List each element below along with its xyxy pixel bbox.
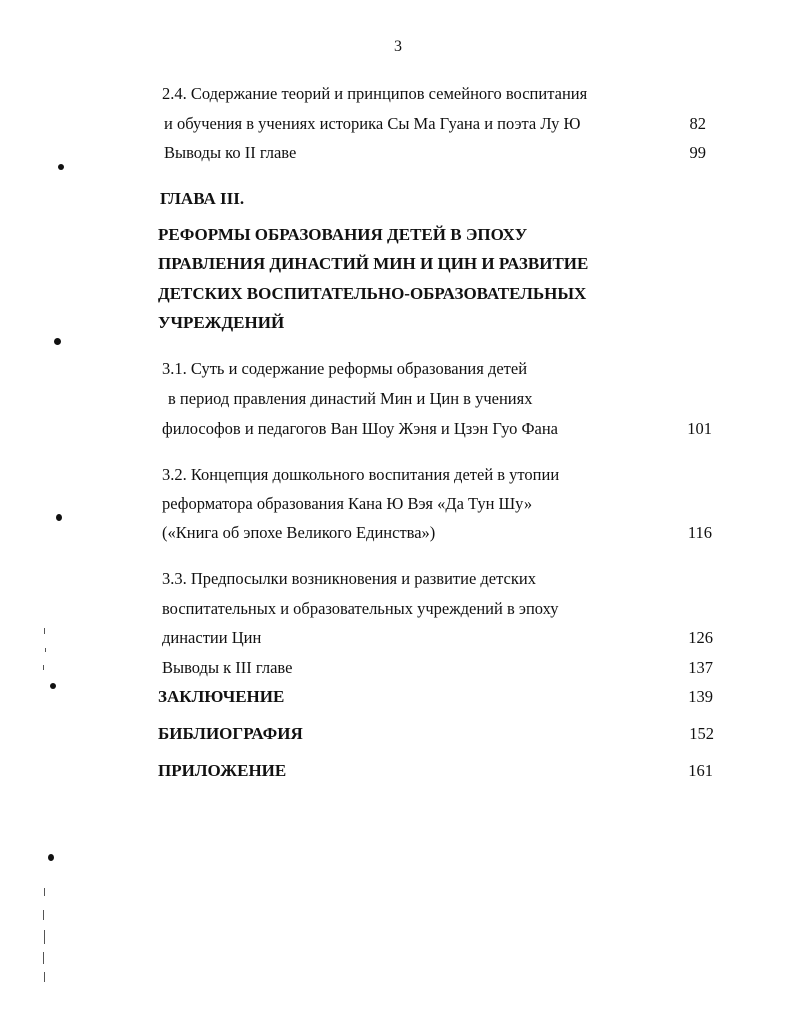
toc-entry-3-2-page: 116 — [687, 523, 712, 542]
toc-conclusion-page: 139 — [688, 687, 713, 706]
toc-appendix-label: ПРИЛОЖЕНИЕ — [158, 761, 287, 780]
scan-speck — [43, 665, 44, 670]
toc-entry-3-1-page: 101 — [687, 419, 712, 438]
chapter-3-title-line1: РЕФОРМЫ ОБРАЗОВАНИЯ ДЕТЕЙ В ЭПОХУ — [158, 225, 528, 244]
scan-speck — [44, 930, 45, 944]
scan-speck — [43, 952, 44, 964]
toc-entry-3-2-line3: («Книга об эпохе Великого Единства») — [162, 523, 436, 542]
scan-mark — [54, 338, 61, 345]
toc-entry-2-4-line1: 2.4. Содержание теорий и принципов семейного воспитания — [162, 84, 588, 103]
page-number: 3 — [394, 38, 402, 55]
toc-conclusion-label: ЗАКЛЮЧЕНИЕ — [158, 687, 285, 706]
toc-conclusions-3-page: 137 — [688, 658, 713, 677]
scan-speck — [44, 888, 45, 896]
toc-bibliography-page: 152 — [689, 724, 714, 743]
chapter-3-title-line2: ПРАВЛЕНИЯ ДИНАСТИЙ МИН И ЦИН И РАЗВИТИЕ — [158, 254, 589, 273]
scan-mark — [56, 514, 62, 521]
toc-conclusions-3-label: Выводы к III главе — [162, 658, 293, 677]
scan-speck — [43, 910, 44, 920]
toc-entry-3-3-page: 126 — [688, 628, 713, 647]
chapter-3-title-line3: ДЕТСКИХ ВОСПИТАТЕЛЬНО-ОБРАЗОВАТЕЛЬНЫХ — [158, 284, 587, 303]
toc-appendix-page: 161 — [688, 761, 713, 780]
toc-entry-3-3-line3: династии Цин — [162, 628, 262, 647]
toc-entry-3-3-line2: воспитательных и образовательных учреждений в эпоху — [162, 599, 559, 618]
scan-mark — [50, 683, 56, 689]
toc-entry-3-1-line3: философов и педагогов Ван Шоу Жэня и Цзэн Гуо Фана — [162, 419, 558, 438]
toc-conclusions-2-page: 99 — [689, 143, 706, 162]
toc-entry-3-3-line1: 3.3. Предпосылки возникновения и развитие детских — [162, 569, 536, 588]
scan-speck — [45, 648, 46, 652]
scan-mark — [48, 854, 54, 861]
toc-entry-3-1-line1: 3.1. Суть и содержание реформы образования детей — [162, 359, 528, 378]
toc-entry-3-2-line2: реформатора образования Кана Ю Вэя «Да Тун Шу» — [162, 494, 533, 513]
toc-entry-3-1-line2: в период правления династий Мин и Цин в учениях — [168, 389, 533, 408]
chapter-3-title-line4: УЧРЕЖДЕНИЙ — [158, 313, 285, 332]
chapter-3-heading: ГЛАВА III. — [160, 189, 245, 208]
scan-speck — [44, 628, 45, 634]
toc-bibliography-label: БИБЛИОГРАФИЯ — [158, 724, 303, 743]
toc-entry-3-2-line1: 3.2. Концепция дошкольного воспитания детей в утопии — [162, 465, 560, 484]
toc-conclusions-2-label: Выводы ко II главе — [164, 143, 297, 162]
scan-mark — [58, 164, 64, 170]
scan-speck — [44, 972, 45, 982]
toc-entry-2-4-line2: и обучения в учениях историка Сы Ма Гуана и поэта Лу Ю — [164, 114, 581, 133]
toc-entry-2-4-page: 82 — [689, 114, 706, 133]
